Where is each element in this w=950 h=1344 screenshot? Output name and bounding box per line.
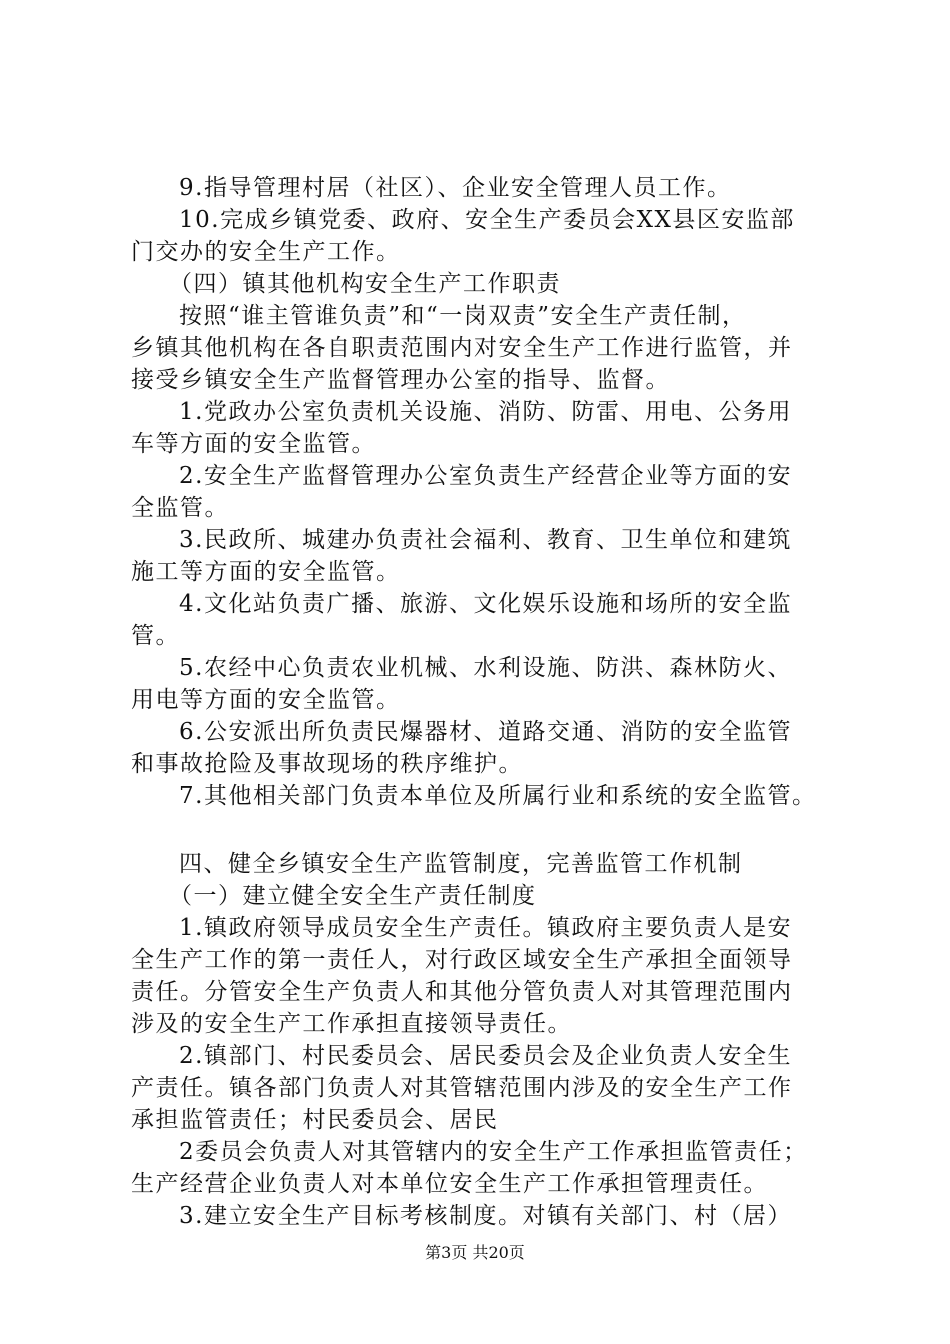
paragraph-line: 3.建立安全生产目标考核制度。对镇有关部门、村（居） [179, 1203, 792, 1229]
paragraph-line: 10.完成乡镇党委、政府、安全生产委员会XX县区安监部 [179, 207, 795, 233]
paragraph-line: 接受乡镇安全生产监督管理办公室的指导、监督。 [131, 367, 670, 393]
list-item-line: 5.农经中心负责农业机械、水利设施、防洪、森林防火、 [179, 655, 792, 681]
paragraph-line: 2.镇部门、村民委员会、居民委员会及企业负责人安全生 [179, 1043, 792, 1069]
paragraph-line: 1.镇政府领导成员安全生产责任。镇政府主要负责人是安 [179, 915, 792, 941]
list-item-line: 全监管。 [131, 495, 229, 521]
list-item-line: 用电等方面的安全监管。 [131, 687, 401, 713]
paragraph-line: 产责任。镇各部门负责人对其管辖范围内涉及的安全生产工作 [131, 1075, 793, 1101]
list-item-line: 7.其他相关部门负责本单位及所属行业和系统的安全监管。 [179, 783, 817, 809]
list-item-line: 1.党政办公室负责机关设施、消防、防雷、用电、公务用 [179, 399, 792, 425]
list-item-line: 施工等方面的安全监管。 [131, 559, 401, 585]
document-body [131, 172, 843, 1232]
paragraph-line: 全生产工作的第一责任人，对行政区域安全生产承担全面领导 [131, 947, 793, 973]
section-heading: （四）镇其他机构安全生产工作职责 [169, 271, 561, 297]
paragraph-line: 责任。分管安全生产负责人和其他分管负责人对其管理范围内 [131, 979, 793, 1005]
list-item-line: 车等方面的安全监管。 [131, 431, 376, 457]
section-spacer [131, 812, 843, 848]
list-item-line: 3.民政所、城建办负责社会福利、教育、卫生单位和建筑 [179, 527, 792, 553]
paragraph-line: 承担监管责任；村民委员会、居民 [131, 1107, 499, 1133]
paragraph-line: 9.指导管理村居（社区）、企业安全管理人员工作。 [179, 175, 732, 201]
list-item-line: 2.安全生产监督管理办公室负责生产经营企业等方面的安 [179, 463, 792, 489]
section-heading: （一）建立健全安全生产责任制度 [169, 883, 537, 909]
paragraph-line: 生产经营企业负责人对本单位安全生产工作承担管理责任。 [131, 1171, 768, 1197]
list-item-line: 6.公安派出所负责民爆器材、道路交通、消防的安全监管 [179, 719, 792, 745]
list-item-line: 4.文化站负责广播、旅游、文化娱乐设施和场所的安全监 [179, 591, 792, 617]
paragraph-line: 乡镇其他机构在各自职责范围内对安全生产工作进行监管，并 [131, 335, 793, 361]
list-item-line: 和事故抢险及事故现场的秩序维护。 [131, 751, 523, 777]
chapter-heading: 四、健全乡镇安全生产监管制度，完善监管工作机制 [179, 851, 743, 877]
page-number-footer: 第3页 共20页 [425, 1243, 525, 1262]
paragraph-line: 涉及的安全生产工作承担直接领导责任。 [131, 1011, 572, 1037]
paragraph-line: 按照“谁主管谁负责”和“一岗双责”安全生产责任制， [179, 303, 747, 329]
paragraph-line: 门交办的安全生产工作。 [131, 239, 401, 265]
list-item-line: 管。 [131, 623, 180, 649]
paragraph-line: 2委员会负责人对其管辖内的安全生产工作承担监管责任； [179, 1139, 808, 1165]
